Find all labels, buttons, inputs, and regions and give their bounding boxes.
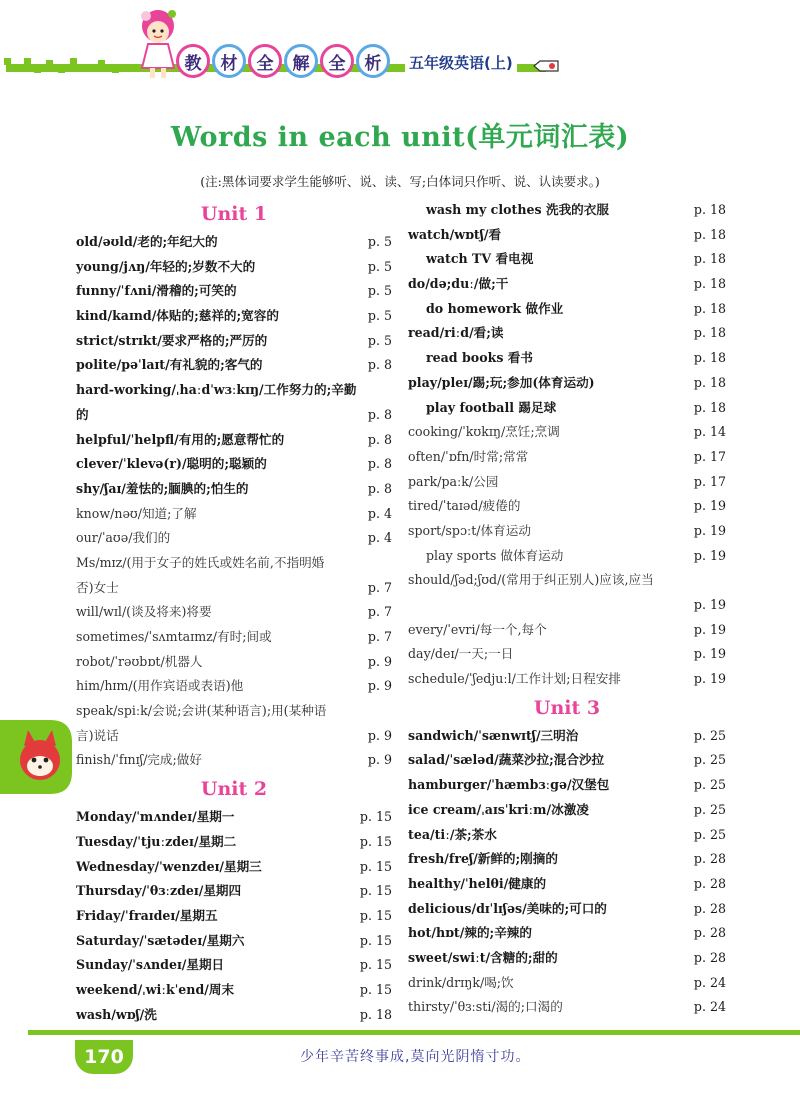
entry-text: sweet/swiːt/含糖的;甜的 [408, 949, 558, 965]
vocabulary-entry [408, 198, 726, 223]
entry-text: will/wɪl/(谈及将来)将要 [76, 604, 212, 620]
entry-page-ref: p. 9 [367, 678, 392, 694]
vocabulary-entry [408, 642, 726, 667]
entry-page-ref: p. 15 [359, 809, 392, 825]
entry-text: read books 看书 [426, 350, 533, 366]
entry-page-ref: p. 18 [693, 202, 726, 217]
vocabulary-entry [76, 279, 392, 304]
entry-page-ref: p. 15 [359, 833, 392, 849]
vocabulary-entry [408, 971, 726, 996]
vocabulary-entry [408, 568, 726, 593]
vocabulary-entry [408, 346, 726, 371]
vocabulary-entry [408, 519, 726, 544]
vocabulary-entry [76, 230, 392, 255]
vocabulary-entry [408, 995, 726, 1020]
entry-text: thirsty/ˈθɜːsti/渴的;口渴的 [408, 999, 563, 1015]
entry-page-ref: p. 18 [359, 1006, 392, 1022]
entry-page-ref: p. 28 [693, 900, 726, 916]
entry-text: sandwich/ˈsænwɪtʃ/三明治 [408, 727, 579, 743]
entry-page-ref: p. 9 [367, 653, 392, 669]
entry-page-ref: p. 18 [693, 226, 726, 242]
entry-page-ref: p. 25 [693, 727, 726, 743]
entry-text: tired/ˈtaɪəd/疲倦的 [408, 498, 521, 514]
vocabulary-entry [76, 855, 392, 880]
entry-page-ref: p. 25 [693, 826, 726, 842]
entry-text: funny/ˈfʌni/滑稽的;可笑的 [76, 283, 237, 299]
entry-page-ref: p. 15 [359, 907, 392, 923]
entry-text: do homework 做作业 [426, 300, 564, 316]
series-char: 析 [356, 44, 390, 78]
vocabulary-entry [408, 724, 726, 749]
page-number: 170 [75, 1040, 133, 1074]
vocabulary-entry [408, 272, 726, 297]
entry-text: wash my clothes 洗我的衣服 [426, 202, 609, 217]
vocabulary-entry [76, 378, 392, 403]
entry-page-ref: p. 5 [367, 234, 392, 249]
entry-page-ref: p. 18 [693, 374, 726, 390]
entry-page-ref: p. 15 [359, 858, 392, 874]
entry-page-ref: p. 4 [367, 530, 392, 546]
entry-text: him/hɪm/(用作宾语或表语)他 [76, 678, 244, 694]
entry-text: sport/spɔːt/体育运动 [408, 522, 531, 538]
vocabulary-entry [76, 830, 392, 855]
footer-motto: 少年辛苦终事成,莫向光阴惰寸功。 [300, 1049, 531, 1065]
entry-page-ref: p. 19 [693, 621, 726, 637]
entry-page-ref: p. 28 [693, 925, 726, 941]
entry-page-ref: p. 4 [367, 505, 392, 521]
entry-text: wash/wɒʃ/洗 [76, 1006, 157, 1022]
entry-page-ref: p. 24 [693, 999, 726, 1015]
entry-text: sometimes/ˈsʌmtaɪmz/有时;间或 [76, 629, 272, 644]
entry-text: 言)说话 [76, 727, 119, 743]
vocabulary-entry [76, 724, 392, 749]
vocabulary-entry [76, 255, 392, 280]
entry-page-ref: p. 24 [693, 974, 726, 990]
entry-page-ref: p. 15 [359, 981, 392, 997]
vocabulary-entry [408, 371, 726, 396]
entry-text: tea/tiː/茶;茶水 [408, 826, 497, 842]
entry-page-ref: p. 8 [367, 357, 392, 373]
entry-page-ref: p. 5 [367, 308, 392, 324]
vocabulary-entry [76, 304, 392, 329]
vocabulary-entry [408, 321, 726, 346]
entry-text: cooking/ˈkʊkɪŋ/烹饪;烹调 [408, 424, 560, 440]
vocabulary-entry [76, 526, 392, 551]
entry-text: shy/ʃaɪ/羞怯的;腼腆的;怕生的 [76, 480, 249, 496]
entry-text: should/ʃəd;ʃʊd/(常用于纠正别人)应该,应当 [408, 572, 654, 588]
vocabulary-entry [408, 544, 726, 569]
vocabulary-entry [408, 297, 726, 322]
entry-page-ref: p. 17 [693, 473, 726, 489]
vocabulary-entry [76, 748, 392, 773]
vocabulary-entry [76, 699, 392, 724]
entry-page-ref: p. 25 [693, 752, 726, 768]
entry-page-ref: p. 18 [693, 276, 726, 292]
entry-text: play football 踢足球 [426, 399, 557, 415]
vocabulary-entry [408, 946, 726, 971]
entry-text: clever/ˈklevə(r)/聪明的;聪颖的 [76, 456, 267, 472]
entry-text: every/ˈevri/每一个,每个 [408, 621, 547, 637]
entry-text: hard-working/ˌhaːdˈwɜːkɪŋ/工作努力的;辛勤 [76, 382, 357, 398]
entry-text: 否)女士 [76, 579, 119, 595]
vocabulary-entry [408, 921, 726, 946]
vocabulary-entry [76, 879, 392, 904]
page-header [0, 0, 800, 110]
entry-page-ref: p. 7 [367, 579, 392, 595]
entry-page-ref: p. 28 [693, 851, 726, 867]
entry-text: kind/kaɪnd/体贴的;慈祥的;宽容的 [76, 308, 279, 324]
entry-text: young/jʌŋ/年轻的;岁数不大的 [76, 258, 256, 274]
entry-text: play/pleɪ/踢;玩;参加(体育运动) [408, 374, 595, 390]
vocabulary-entry [408, 223, 726, 248]
vocabulary-entry [76, 805, 392, 830]
entry-page-ref: p. 14 [693, 424, 726, 440]
fox-mascot-icon [0, 720, 72, 794]
vocabulary-entry [408, 667, 726, 692]
entry-text: strict/strɪkt/要求严格的;严厉的 [76, 332, 268, 348]
entry-text: Wednesday/ˈwenzdeɪ/星期三 [76, 858, 262, 874]
unit-heading: Unit 1 [200, 203, 268, 225]
entry-text: robot/ˈrəʊbɒt/机器人 [76, 653, 203, 669]
vocabulary-entry [76, 904, 392, 929]
entry-page-ref: p. 9 [367, 752, 392, 768]
entry-text: delicious/dɪˈlɪʃəs/美味的;可口的 [408, 900, 607, 916]
book-title: 五年级英语(上) [405, 52, 517, 73]
vocabulary-entry [76, 353, 392, 378]
entry-text: Saturday/ˈsætədeɪ/星期六 [76, 932, 245, 948]
entry-page-ref: p. 19 [693, 646, 726, 662]
right-vocabulary-column [408, 198, 726, 1020]
entry-page-ref: p. 19 [693, 597, 726, 612]
vocabulary-entry [76, 403, 392, 428]
vocabulary-entry [76, 625, 392, 650]
entry-text: our/ˈaʊə/我们的 [76, 530, 171, 546]
entry-text: park/paːk/公园 [408, 473, 499, 489]
unit-heading: Unit 2 [200, 778, 268, 801]
vocabulary-entry [408, 420, 726, 445]
vocabulary-entry [76, 953, 392, 978]
entry-text: often/ˈɒfn/时常;常常 [408, 448, 529, 464]
entry-text: Tuesday/ˈtjuːzdeɪ/星期二 [76, 833, 237, 849]
entry-text: watch/wɒtʃ/看 [408, 226, 502, 242]
entry-text: weekend/ˌwiːkˈend/周末 [76, 981, 235, 997]
vocabulary-entry [408, 247, 726, 272]
entry-text: speak/spiːk/会说;会讲(某种语言);用(某种语 [76, 703, 327, 719]
entry-page-ref: p. 8 [367, 406, 392, 422]
vocabulary-entry [76, 551, 392, 576]
entry-page-ref: p. 8 [367, 480, 392, 496]
page-title: Words in each unit(单元词汇表) [170, 122, 630, 153]
left-vocabulary-column [76, 198, 392, 1027]
vocabulary-entry [408, 798, 726, 823]
entry-page-ref: p. 15 [359, 957, 392, 973]
vocabulary-entry [76, 929, 392, 954]
footer-line [28, 1030, 800, 1035]
entry-text: fresh/freʃ/新鲜的;刚摘的 [408, 851, 558, 867]
entry-text: hamburger/ˈhæmbɜːgə/汉堡包 [408, 777, 610, 793]
vocabulary-entry [408, 618, 726, 643]
entry-text: 的 [76, 406, 89, 422]
vocabulary-note: (注:黑体词要求学生能够听、说、读、写;白体词只作听、说、认读要求。) [200, 174, 600, 189]
entry-page-ref: p. 18 [693, 325, 726, 341]
entry-text: helpful/ˈhelpfl/有用的;愿意帮忙的 [76, 431, 285, 447]
entry-page-ref: p. 28 [693, 875, 726, 891]
entry-page-ref: p. 25 [693, 801, 726, 817]
series-char: 全 [248, 44, 282, 78]
entry-text: old/əʊld/老的;年纪大的 [76, 234, 218, 249]
vocabulary-entry [76, 650, 392, 675]
vocabulary-entry [408, 773, 726, 798]
entry-text: watch TV 看电视 [426, 251, 534, 267]
entry-text: Friday/ˈfraɪdeɪ/星期五 [76, 907, 218, 923]
entry-page-ref: p. 17 [693, 448, 726, 464]
entry-text: hot/hɒt/辣的;辛辣的 [408, 925, 532, 941]
vocabulary-entry [76, 452, 392, 477]
entry-page-ref: p. 5 [367, 258, 392, 274]
entry-text: day/deɪ/一天;一日 [408, 646, 514, 662]
entry-text: Sunday/ˈsʌndeɪ/星期日 [76, 957, 225, 973]
series-char: 全 [320, 44, 354, 78]
vocabulary-entry [76, 477, 392, 502]
vocabulary-entry [408, 847, 726, 872]
entry-text: salad/ˈsæləd/蔬菜沙拉;混合沙拉 [408, 752, 605, 768]
entry-page-ref: p. 18 [693, 251, 726, 267]
series-char: 教 [176, 44, 210, 78]
entry-text: schedule/ˈʃedjuːl/工作计划;日程安排 [408, 671, 621, 687]
entry-page-ref: p. 8 [367, 456, 392, 472]
entry-text: Thursday/ˈθɜːzdeɪ/星期四 [76, 883, 242, 899]
entry-page-ref: p. 5 [367, 283, 392, 299]
entry-page-ref: p. 9 [367, 727, 392, 743]
entry-text: polite/pəˈlaɪt/有礼貌的;客气的 [76, 357, 263, 373]
entry-page-ref: p. 5 [367, 332, 392, 348]
vocabulary-entry [408, 872, 726, 897]
vocabulary-entry [408, 593, 726, 618]
vocabulary-entry [76, 329, 392, 354]
entry-text: read/riːd/看;读 [408, 325, 504, 341]
entry-page-ref: p. 19 [693, 671, 726, 687]
vocabulary-entry [76, 428, 392, 453]
vocabulary-entry [408, 494, 726, 519]
vocabulary-entry [76, 502, 392, 527]
entry-text: healthy/ˈhelθi/健康的 [408, 875, 547, 891]
entry-page-ref: p. 25 [693, 777, 726, 793]
entry-page-ref: p. 7 [367, 629, 392, 644]
entry-text: know/nəʊ/知道;了解 [76, 505, 197, 521]
series-char: 材 [212, 44, 246, 78]
vocabulary-entry [76, 576, 392, 601]
vocabulary-entry [76, 1003, 392, 1028]
series-title-badges [176, 44, 390, 78]
entry-page-ref: p. 18 [693, 300, 726, 316]
entry-page-ref: p. 19 [693, 498, 726, 514]
vocabulary-entry [408, 470, 726, 495]
entry-page-ref: p. 15 [359, 932, 392, 948]
vocabulary-entry [76, 978, 392, 1003]
entry-text: drink/drɪŋk/喝;饮 [408, 974, 514, 990]
entry-page-ref: p. 19 [693, 522, 726, 538]
series-char: 解 [284, 44, 318, 78]
entry-page-ref: p. 19 [693, 547, 726, 563]
entry-page-ref: p. 7 [367, 604, 392, 620]
unit-heading: Unit 3 [533, 696, 601, 719]
vocabulary-entry [76, 674, 392, 699]
entry-page-ref: p. 28 [693, 949, 726, 965]
vocabulary-entry [408, 445, 726, 470]
vocabulary-entry [408, 897, 726, 922]
entry-text: do/də;duː/做;干 [408, 276, 509, 292]
vocabulary-entry [408, 748, 726, 773]
entry-page-ref: p. 18 [693, 350, 726, 366]
entry-text: play sports 做体育运动 [426, 547, 564, 563]
entry-text: finish/ˈfɪnɪʃ/完成;做好 [76, 752, 202, 768]
entry-page-ref: p. 8 [367, 431, 392, 447]
entry-page-ref: p. 18 [693, 399, 726, 415]
entry-page-ref: p. 15 [359, 883, 392, 899]
vocabulary-entry [408, 823, 726, 848]
pencil-icon [532, 58, 560, 74]
entry-text: ice cream/ˌaɪsˈkriːm/冰激凌 [408, 801, 589, 817]
entry-text: Ms/mɪz/(用于女子的姓氏或姓名前,不指明婚 [76, 554, 325, 570]
vocabulary-entry [408, 396, 726, 421]
entry-text: Monday/ˈmʌndeɪ/星期一 [76, 809, 235, 825]
vocabulary-entry [76, 600, 392, 625]
